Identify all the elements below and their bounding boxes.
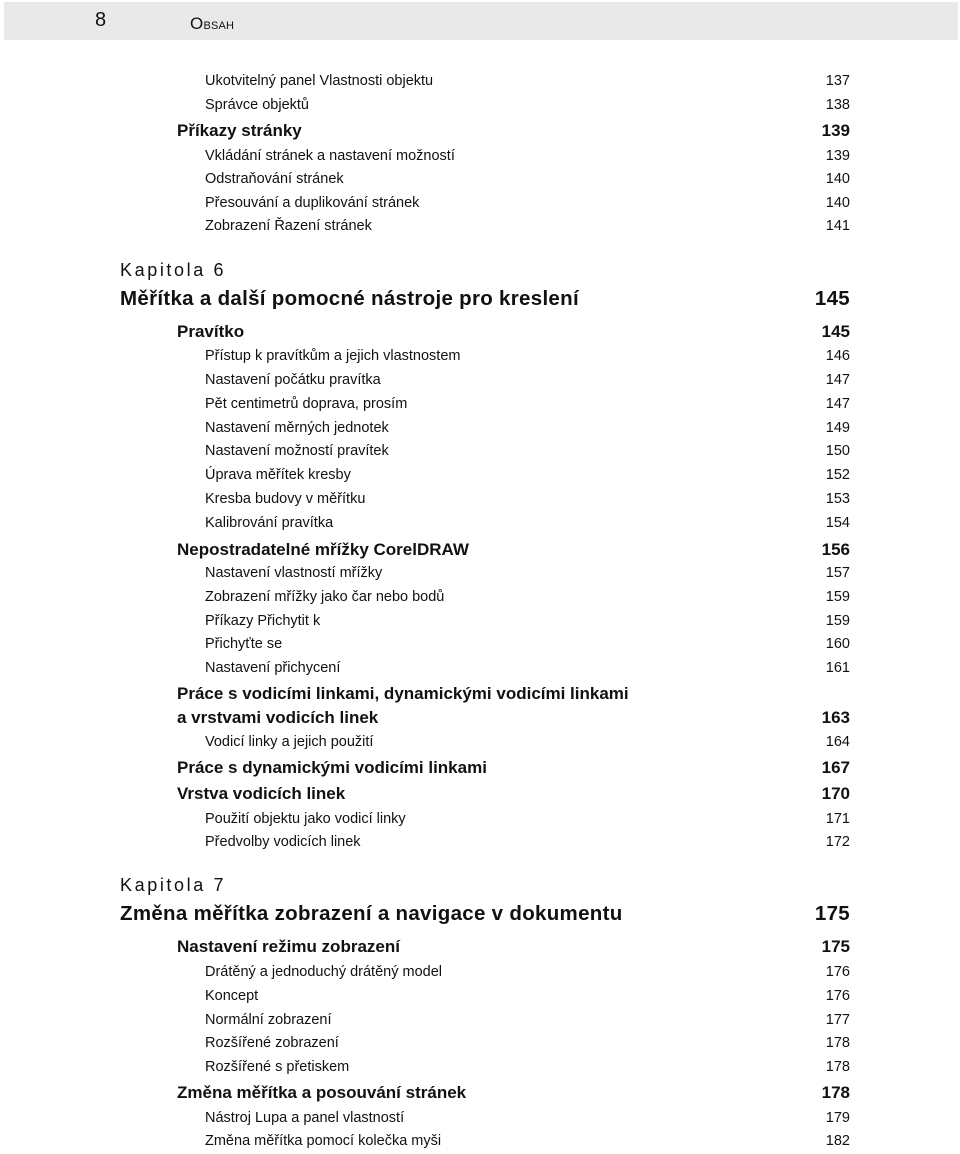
toc-entry[interactable]: [205, 369, 850, 391]
toc-entry[interactable]: [177, 935, 850, 959]
toc-entry-page: 153: [825, 491, 850, 507]
toc-entry-title: Příkazy Přichytit k: [205, 613, 321, 629]
toc-entry-page: 167: [821, 758, 850, 777]
toc-entry-title: Rozšířené s přetiskem: [205, 1059, 350, 1075]
toc-entry[interactable]: [205, 1032, 850, 1054]
toc-entry-page: 139: [821, 121, 850, 140]
toc-entry-title: Změna měřítka a posouvání stránek: [177, 1083, 467, 1102]
toc-entry[interactable]: [205, 345, 850, 367]
toc-entry[interactable]: [205, 586, 850, 608]
toc-entry-title: Normální zobrazení: [205, 1012, 332, 1028]
toc-entry[interactable]: [205, 808, 850, 830]
toc-entry-page: 137: [825, 73, 850, 89]
toc-entry[interactable]: [205, 215, 850, 237]
toc-entry-title: Nastavení počátku pravítka: [205, 372, 381, 388]
toc-entry-title: Nepostradatelné mřížky CorelDRAW: [177, 540, 469, 559]
toc-entry[interactable]: [205, 1056, 850, 1078]
toc-entry-title: Zobrazení mřížky jako čar nebo bodů: [205, 589, 445, 605]
toc-entry-title: Vodicí linky a jejich použití: [205, 734, 374, 750]
toc-entry[interactable]: [205, 657, 850, 679]
toc-entry-page: 176: [825, 988, 850, 1004]
toc-entry-title: Vkládání stránek a nastavení možností: [205, 148, 455, 164]
toc-entry-page: 178: [825, 1035, 850, 1051]
toc-entry-page: 139: [825, 148, 850, 164]
toc-entry-title: Správce objektů: [205, 97, 309, 113]
toc-entry[interactable]: [177, 782, 850, 806]
toc-entry[interactable]: [205, 94, 850, 116]
toc-entry[interactable]: [177, 1081, 850, 1105]
toc-entry[interactable]: [205, 1107, 850, 1129]
toc-entry-page: 170: [821, 784, 850, 803]
toc-entry-title: Práce s vodicími linkami, dynamickými vodicími linkami: [177, 684, 629, 703]
toc-entry[interactable]: [205, 633, 850, 655]
toc-entry[interactable]: [205, 831, 850, 853]
toc-entry-page: 140: [825, 171, 850, 187]
toc-entry-page: 182: [825, 1133, 850, 1149]
toc-entry-title: Nastavení přichycení: [205, 660, 341, 676]
toc-entry-title: Ukotvitelný panel Vlastnosti objektu: [205, 73, 434, 89]
toc-entry-page: 171: [825, 811, 850, 827]
toc-entry[interactable]: [205, 562, 850, 584]
toc-entry-title: Pět centimetrů doprava, prosím: [205, 396, 408, 412]
toc-entry[interactable]: [205, 488, 850, 510]
toc-entry-title: Změna měřítka pomocí kolečka myši: [205, 1133, 442, 1149]
toc-entry-page: 176: [825, 964, 850, 980]
toc-entry[interactable]: [205, 985, 850, 1007]
toc-entry-page: 161: [825, 660, 850, 676]
toc-entry-title: Nastavení režimu zobrazení: [177, 937, 400, 956]
toc-entry[interactable]: [120, 285, 850, 313]
toc-entry-page: 141: [825, 218, 850, 234]
toc-entry-title: Předvolby vodicích linek: [205, 834, 361, 850]
toc-entry[interactable]: [205, 1009, 850, 1031]
toc-entry-title: Příkazy stránky: [177, 121, 302, 140]
toc-entry[interactable]: [205, 1130, 850, 1152]
toc-entry-page: 172: [825, 834, 850, 850]
toc-entry[interactable]: [205, 512, 850, 534]
toc-entry-page: 178: [825, 1059, 850, 1075]
page-number: 8: [95, 9, 107, 31]
toc-entry[interactable]: [205, 417, 850, 439]
toc-entry[interactable]: [205, 440, 850, 462]
toc-entry-title: Použití objektu jako vodicí linky: [205, 811, 406, 827]
section-title: Obsah: [190, 14, 235, 33]
toc-entry[interactable]: [205, 464, 850, 486]
toc-entry-page: 145: [814, 287, 850, 310]
toc-entry-page: 160: [825, 636, 850, 652]
toc-entry-title: Práce s dynamickými vodicími linkami: [177, 758, 487, 777]
toc-entry-page: 175: [814, 902, 850, 925]
toc-entry[interactable]: [205, 731, 850, 753]
toc-entry-title: Měřítka a další pomocné nástroje pro kreslení: [120, 287, 579, 310]
toc-entry-title: Koncept: [205, 988, 259, 1004]
toc-entry-title: Odstraňování stránek: [205, 171, 344, 187]
toc-entry-page: 147: [825, 372, 850, 388]
toc-entry-page: 159: [825, 613, 850, 629]
chapter-label: Kapitola 6: [120, 260, 227, 280]
toc-entry[interactable]: [205, 70, 850, 92]
toc-entry-title: Pravítko: [177, 322, 245, 341]
toc-entry[interactable]: [205, 168, 850, 190]
toc-entry[interactable]: [177, 706, 850, 730]
page-header: [4, 2, 958, 40]
toc-entry-title: Kalibrování pravítka: [205, 515, 334, 531]
toc-entry-page: 152: [825, 467, 850, 483]
toc-entry-page: 179: [825, 1110, 850, 1126]
toc-entry[interactable]: [120, 900, 850, 928]
toc-entry-page: 164: [825, 734, 850, 750]
toc-entry-title: Zobrazení Řazení stránek: [205, 218, 372, 234]
toc-entry-page: 140: [825, 195, 850, 211]
toc-entry[interactable]: [177, 119, 850, 143]
toc-entry-page: 175: [821, 937, 850, 956]
toc-entry-title: Úprava měřítek kresby: [205, 467, 351, 483]
toc-entry-page: 150: [825, 443, 850, 459]
toc-entry-page: 149: [825, 420, 850, 436]
toc-entry-page: 147: [825, 396, 850, 412]
toc-entry[interactable]: [205, 192, 850, 214]
toc-entry-title: Přesouvání a duplikování stránek: [205, 195, 420, 211]
toc-entry-title: Nástroj Lupa a panel vlastností: [205, 1110, 405, 1126]
chapter-label: Kapitola 7: [120, 875, 227, 895]
toc-entry-title: Nastavení měrných jednotek: [205, 420, 389, 436]
toc-entry-title: a vrstvami vodicích linek: [177, 708, 379, 727]
toc-entry[interactable]: [205, 961, 850, 983]
toc-entry-page: 178: [821, 1083, 850, 1102]
toc-entry-page: 145: [821, 322, 850, 341]
toc-entry-title-line: [177, 682, 850, 706]
toc-entry[interactable]: [177, 756, 850, 780]
toc-entry-title: Nastavení vlastností mřížky: [205, 565, 383, 581]
toc-entry-page: 138: [825, 97, 850, 113]
toc-entry-title: Změna měřítka zobrazení a navigace v dokumentu: [120, 902, 623, 925]
toc-entry[interactable]: [177, 538, 850, 562]
toc-entry[interactable]: [205, 393, 850, 415]
toc-entry-page: 163: [821, 708, 850, 727]
toc-entry-page: 146: [825, 348, 850, 364]
toc-entry-page: 159: [825, 589, 850, 605]
toc-entry[interactable]: [205, 145, 850, 167]
toc-entry-page: 156: [821, 540, 850, 559]
toc-entry-title: Rozšířené zobrazení: [205, 1035, 339, 1051]
toc-entry-page: 177: [825, 1012, 850, 1028]
toc-entry[interactable]: [177, 320, 850, 344]
toc-entry-title: Přístup k pravítkům a jejich vlastnostem: [205, 348, 461, 364]
toc-entry-title: Vrstva vodicích linek: [177, 784, 346, 803]
toc-entry-page: 157: [825, 565, 850, 581]
toc-entry-title: Přichyťte se: [205, 636, 283, 652]
toc-entry-page: 154: [825, 515, 850, 531]
toc-entry[interactable]: [205, 610, 850, 632]
toc-entry-title: Drátěný a jednoduchý drátěný model: [205, 964, 442, 980]
toc-entry-title: Kresba budovy v měřítku: [205, 491, 366, 507]
toc-entry-title: Nastavení možností pravítek: [205, 443, 389, 459]
